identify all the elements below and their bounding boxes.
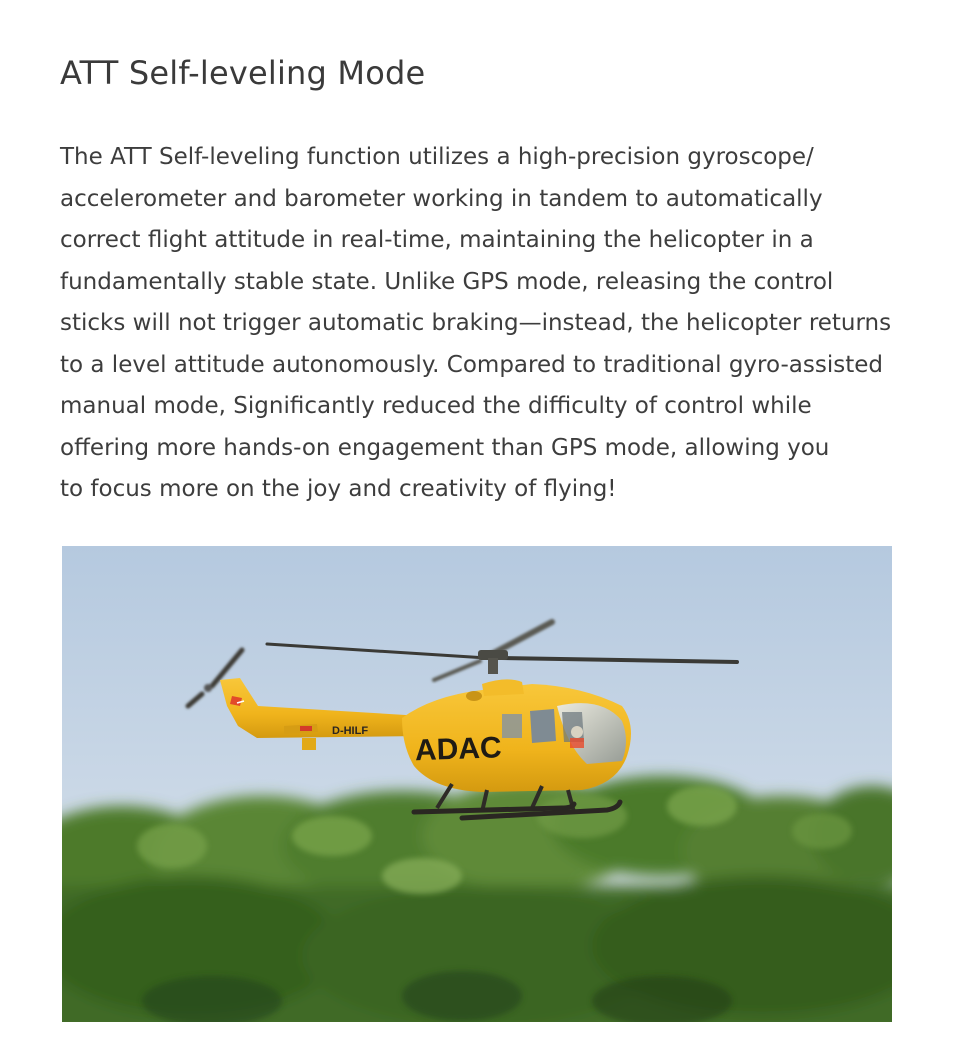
description-line: to focus more on the joy and creativity of flying!	[60, 476, 617, 502]
tail-registration: D-HILF	[332, 725, 369, 737]
description-line: The ATT Self-leveling function utilizes a high-precision gyroscope/	[60, 144, 814, 170]
description-paragraph	[60, 137, 940, 511]
trees-background	[62, 776, 892, 1022]
fuselage-logo: ADAC	[414, 731, 503, 768]
description-line: accelerometer and barometer working in tandem to automatically	[60, 185, 823, 212]
page-title: ATT Self-leveling Mode	[60, 54, 426, 92]
description-line: to a level attitude autonomously. Compared to traditional gyro-assisted	[60, 351, 883, 378]
description-line: fundamentally stable state. Unlike GPS mode, releasing the control	[60, 268, 834, 295]
description-line: correct flight attitude in real-time, maintaining the helicopter in a	[60, 227, 814, 253]
description-line: manual mode, Significantly reduced the difficulty of control while	[60, 393, 812, 419]
helicopter-photo	[62, 546, 892, 1022]
helicopter-photo-illustration	[62, 546, 892, 1022]
description-line: sticks will not trigger automatic braking—instead, the helicopter returns	[60, 310, 892, 336]
description-line: offering more hands-on engagement than GPS mode, allowing you	[60, 434, 830, 461]
